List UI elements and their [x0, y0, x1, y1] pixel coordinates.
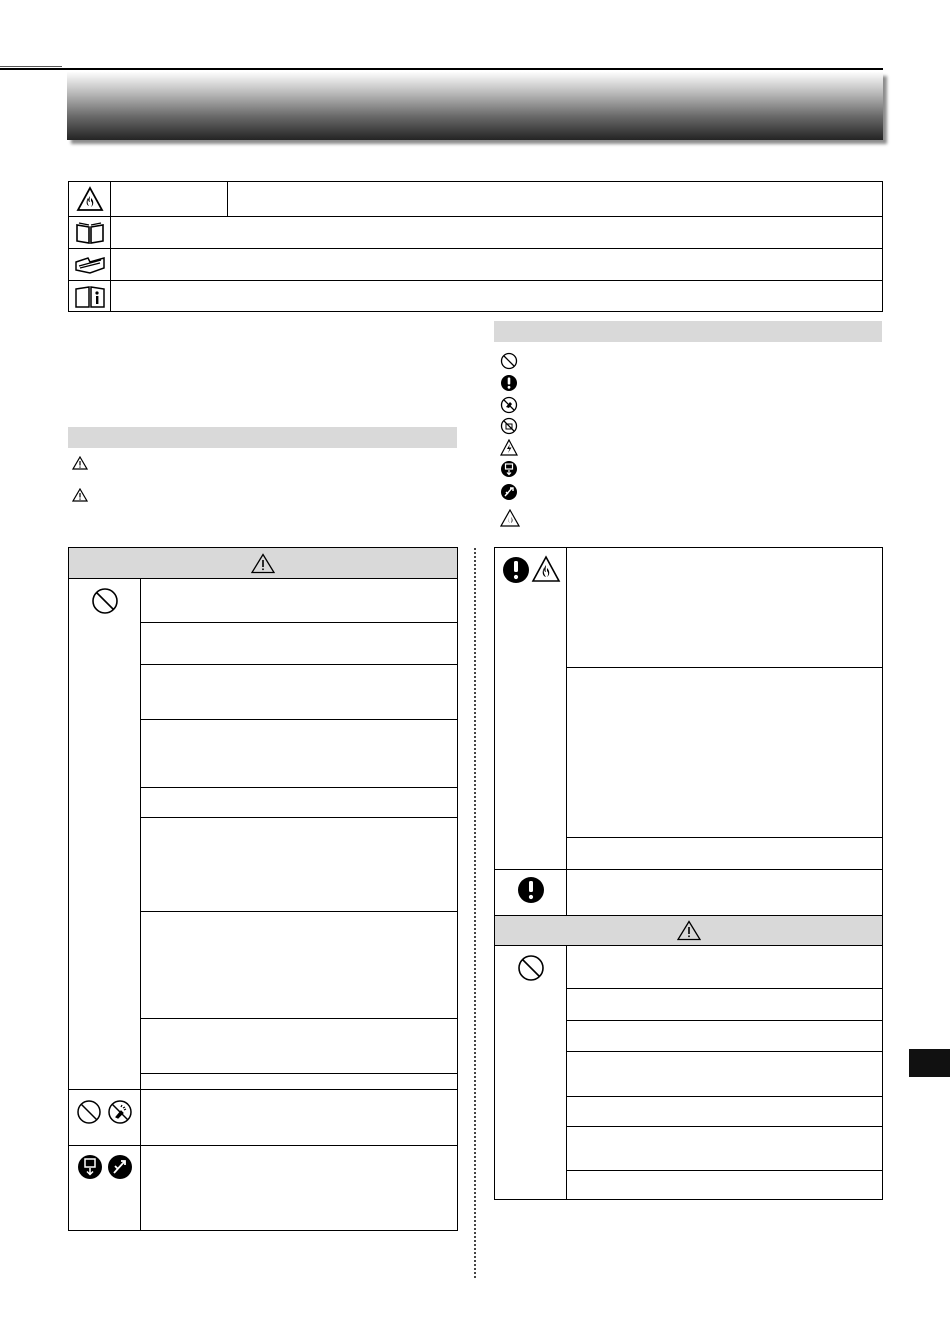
group-divider	[495, 869, 882, 870]
no-water-spray-icon	[107, 1099, 133, 1130]
caution-triangle-icon	[72, 488, 88, 507]
warning-header-triangle-icon	[251, 553, 275, 574]
caution-table-header	[495, 915, 882, 946]
service-manual-icon	[69, 249, 111, 280]
row-divider	[141, 817, 457, 818]
manual-book-icon	[69, 217, 111, 248]
page-banner	[67, 72, 883, 140]
unplug-icon	[77, 1154, 103, 1185]
unplug-icon	[500, 460, 518, 483]
top-rule	[0, 68, 883, 70]
icon-column-divider	[566, 946, 567, 1199]
icon-column-divider	[566, 548, 567, 915]
row-divider	[567, 1126, 882, 1127]
row-divider	[567, 1170, 882, 1171]
prohibited-icon	[76, 1099, 102, 1130]
row-divider	[141, 664, 457, 665]
legend-row-flammable	[69, 182, 882, 217]
caution-header-triangle-icon	[677, 920, 701, 941]
legend-table	[68, 181, 883, 312]
legend-divider	[227, 182, 228, 217]
warning-table-header	[69, 548, 457, 579]
prohibited-icon	[500, 352, 518, 375]
symbols-section-header	[494, 321, 882, 342]
row-divider	[567, 1096, 882, 1097]
row-divider	[567, 1020, 882, 1021]
row-divider	[567, 988, 882, 989]
mandatory-icon	[502, 556, 530, 589]
ground-connection-icon	[107, 1154, 133, 1185]
prohibited-icon	[91, 587, 119, 620]
row-divider	[567, 667, 882, 668]
legend-row-info	[69, 281, 882, 312]
row-divider	[141, 1018, 457, 1019]
no-water-icon	[500, 417, 518, 440]
group-divider	[69, 1089, 457, 1090]
legend-row-service	[69, 249, 882, 281]
severity-section-header	[68, 427, 457, 448]
row-divider	[141, 787, 457, 788]
flammable-icon	[500, 509, 520, 532]
warning-triangle-icon	[72, 456, 88, 475]
prohibited-icon	[517, 954, 545, 987]
mandatory-icon	[500, 374, 518, 397]
icon-column-divider	[140, 579, 141, 1230]
warning-table	[68, 547, 458, 1231]
row-divider	[567, 1051, 882, 1052]
mandatory-icon	[517, 876, 545, 909]
row-divider	[567, 837, 882, 838]
flammable-warning-icon	[69, 182, 111, 216]
no-wet-hands-icon	[500, 396, 518, 419]
column-divider	[474, 548, 476, 1278]
language-side-tab[interactable]	[909, 1049, 950, 1077]
top-rule-tick	[0, 66, 62, 67]
group-divider	[69, 1145, 457, 1146]
ground-connection-icon	[500, 483, 518, 506]
row-divider	[141, 719, 457, 720]
row-divider	[141, 911, 457, 912]
info-manual-icon	[69, 281, 111, 312]
electric-shock-icon	[500, 439, 518, 462]
legend-row-manual	[69, 217, 882, 249]
row-divider	[141, 622, 457, 623]
row-divider	[141, 1073, 457, 1074]
right-warning-caution-table	[494, 547, 883, 1200]
flammable-icon	[531, 555, 561, 588]
